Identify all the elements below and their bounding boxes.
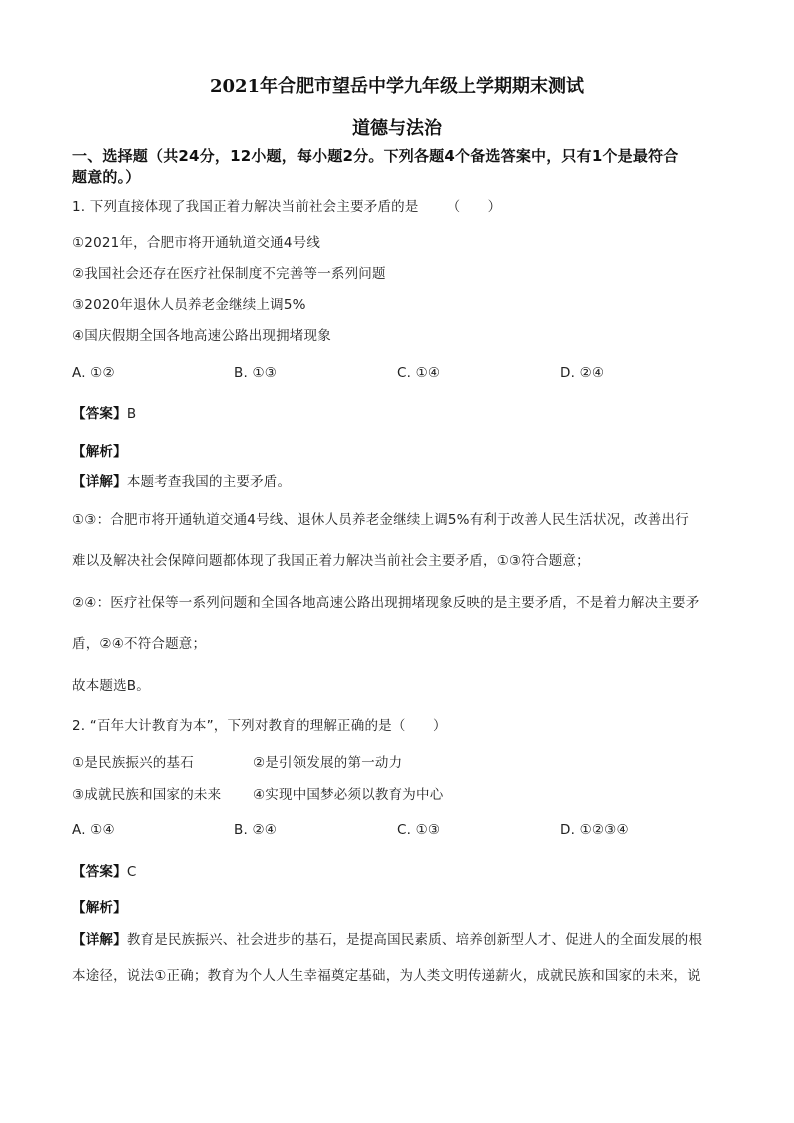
q1-detail-tag: 【详解】: [72, 474, 127, 490]
q1-para2-line1: ②④：医疗社保等一系列问题和全国各地高速公路出现拥堵现象反映的是主要矛盾，不是着力解决主要矛: [72, 595, 700, 611]
document-title: 2021年合肥市望岳中学九年级上学期期末测试: [209, 76, 585, 97]
q2-detail-line1: [72, 930, 702, 950]
q1-answer-tag: 【答案】: [72, 406, 127, 422]
q2-detail-line2: 本途径，说法①正确；教育为个人人生幸福奠定基础，为人类文明传递薪火，成就民族和国家的未来，说: [72, 968, 701, 984]
q1-option-b: B. ①③: [234, 365, 278, 381]
section-heading-line2: 题意的。）: [72, 168, 141, 186]
q2-analysis-tag: 【解析】: [72, 900, 127, 916]
q2-detail-tag: 【详解】: [72, 932, 127, 948]
q2-item-3: ③成就民族和国家的未来: [72, 787, 222, 803]
q1-stem-text: 1. 下列直接体现了我国正着力解决当前社会主要矛盾的是: [72, 199, 419, 215]
q1-answer-paren: （ ）: [446, 199, 502, 215]
q1-item-4: ④国庆假期全国各地高速公路出现拥堵现象: [72, 328, 331, 344]
q1-detail: [72, 472, 291, 492]
q2-option-d: D. ①②③④: [560, 822, 629, 838]
q2-detail-text: 教育是民族振兴、社会进步的基石，是提高国民素质、培养创新型人才、促进人的全面发展的根: [126, 932, 703, 948]
q1-analysis-tag: 【解析】: [72, 444, 127, 460]
q1-item-1: ①2021年，合肥市将开通轨道交通4号线: [72, 235, 321, 251]
q2-option-b: B. ②④: [234, 822, 278, 838]
q2-option-c: C. ①③: [397, 822, 441, 838]
q1-option-c: C. ①④: [397, 365, 441, 381]
q1-detail-text: 本题考查我国的主要矛盾。: [126, 474, 292, 490]
q1-item-3: ③2020年退休人员养老金继续上调5%: [72, 297, 306, 313]
document-subtitle: 道德与法治: [352, 118, 442, 139]
q1-para1-line1: ①③：合肥市将开通轨道交通4号线、退休人员养老金继续上调5%有利于改善人民生活状况，改善出行: [72, 512, 689, 528]
q2-answer-value: C: [126, 864, 137, 880]
q1-para2-line2: 盾，②④不符合题意；: [72, 636, 207, 652]
q2-item-2: ②是引领发展的第一动力: [253, 755, 403, 771]
q2-answer: [72, 862, 136, 882]
q1-option-d: D. ②④: [560, 365, 605, 381]
q1-answer-value: B: [126, 406, 137, 422]
q2-item-1: ①是民族振兴的基石: [72, 755, 194, 771]
q2-item-4: ④实现中国梦必须以教育为中心: [253, 787, 444, 803]
q2-option-a: A. ①④: [72, 822, 115, 838]
q1-stem: [72, 197, 501, 217]
q1-answer: [72, 404, 136, 424]
q1-para1-line2: 难以及解决社会保障问题都体现了我国正着力解决当前社会主要矛盾，①③符合题意；: [72, 553, 590, 569]
q1-option-a: A. ①②: [72, 365, 115, 381]
section-heading-line1: 一、选择题（共24分，12小题，每小题2分。下列各题4个备选答案中，只有1个是最符合: [72, 147, 679, 165]
q1-conclusion: 故本题选B。: [72, 678, 150, 694]
q1-item-2: ②我国社会还存在医疗社保制度不完善等一系列问题: [72, 266, 386, 282]
q2-answer-tag: 【答案】: [72, 864, 127, 880]
q2-stem: 2. “百年大计教育为本”，下列对教育的理解正确的是（ ）: [72, 718, 447, 734]
